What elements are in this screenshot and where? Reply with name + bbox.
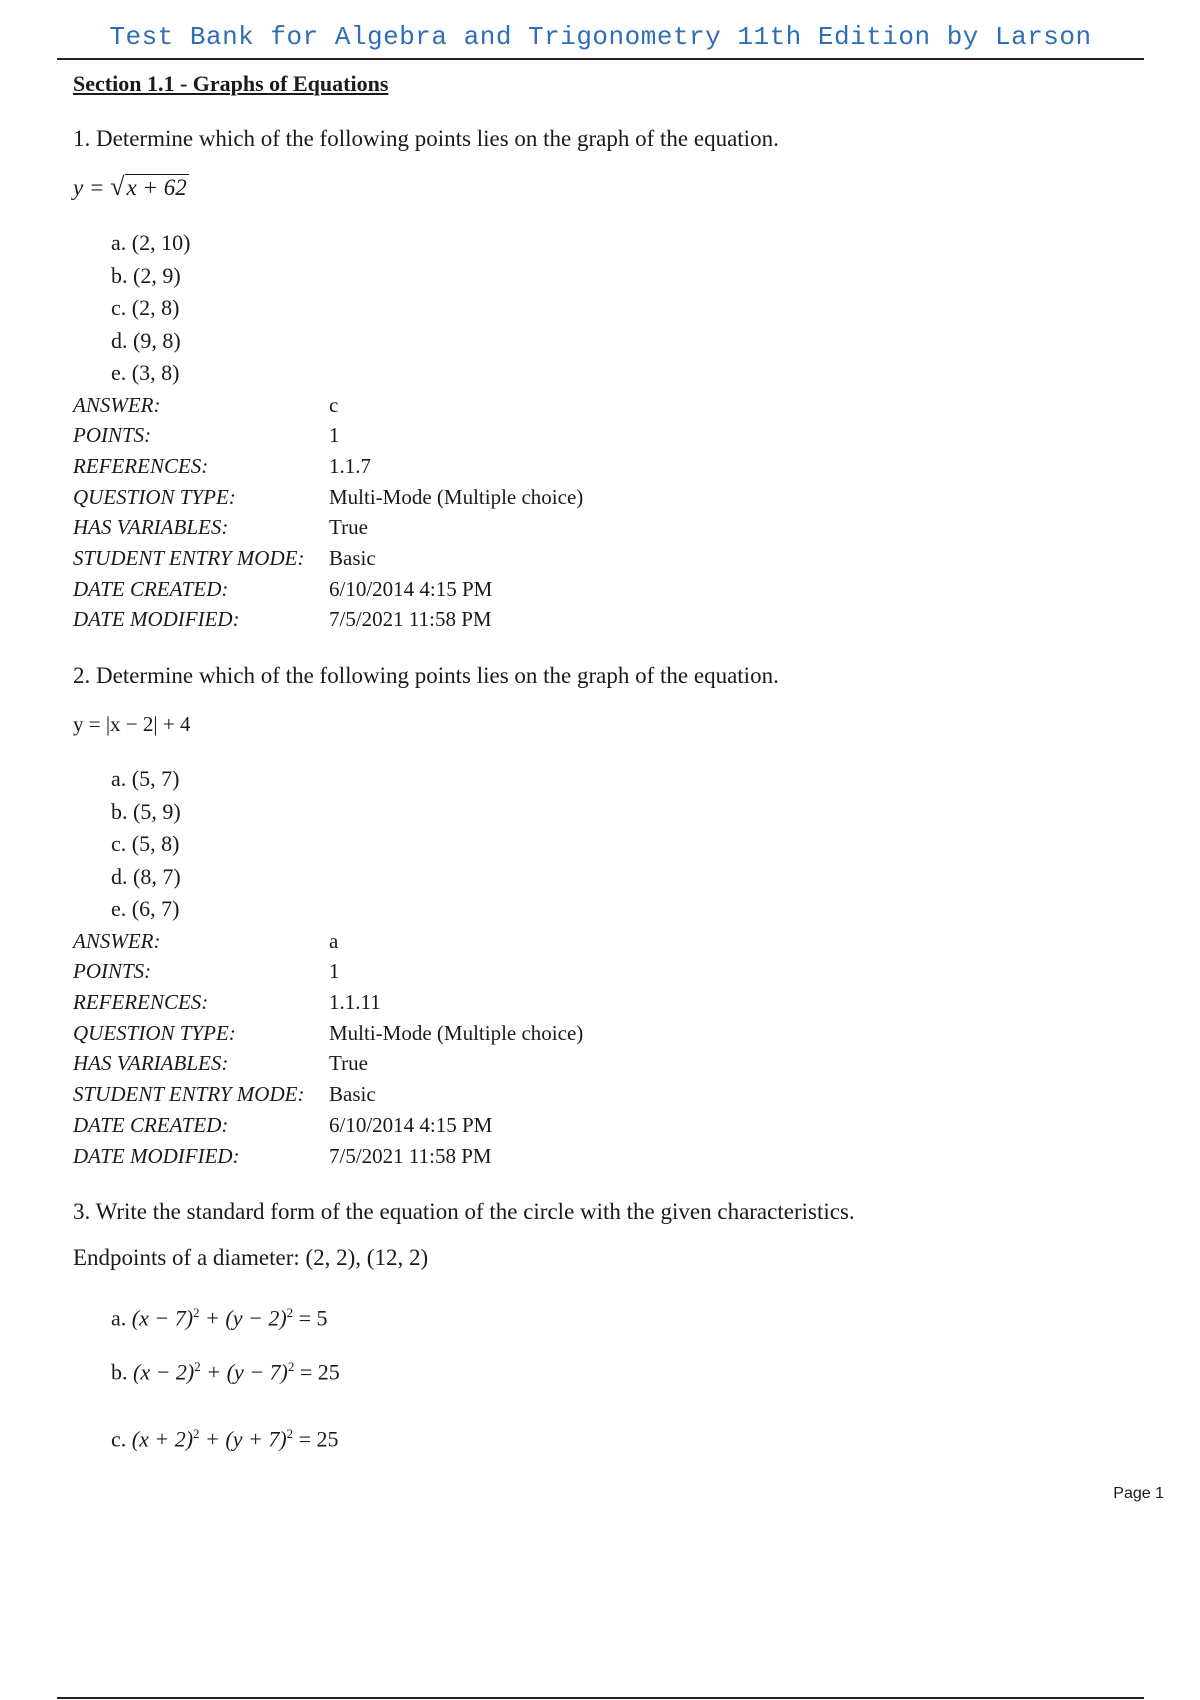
exponent: 2 <box>286 1425 294 1441</box>
document-body <box>73 70 1153 1463</box>
choice-b: b. (5, 9) <box>111 798 181 824</box>
meta-value: 1.1.11 <box>329 990 381 1015</box>
term-2: + (y + 7) <box>199 1426 287 1452</box>
page-number: Page 1 <box>1113 1485 1164 1502</box>
choice-b <box>111 1343 1153 1396</box>
meta-points <box>73 420 1153 451</box>
meta-date-created <box>73 574 1153 605</box>
meta-points <box>73 956 1153 987</box>
choice-c <box>111 1410 1153 1463</box>
choice-c: c. (2, 8) <box>111 295 180 320</box>
equation-rhs: = 5 <box>293 1305 328 1331</box>
meta-key: STUDENT ENTRY MODE: <box>73 1082 305 1107</box>
equation: y = |x − 2| + 4 <box>73 712 191 737</box>
meta-question-type <box>73 1018 1153 1049</box>
choice-a <box>111 1289 1153 1342</box>
choice-e: e. (3, 8) <box>111 360 180 385</box>
choice-e: e. (6, 7) <box>111 896 180 922</box>
meta-references <box>73 451 1153 482</box>
meta-key: DATE MODIFIED: <box>73 607 240 632</box>
choice-d: d. (9, 8) <box>111 327 181 353</box>
meta-value: 1 <box>329 423 340 448</box>
meta-date-modified <box>73 604 1153 635</box>
exponent: 2 <box>193 1305 200 1321</box>
meta-date-created <box>73 1110 1153 1141</box>
meta-key: POINTS: <box>73 423 152 448</box>
meta-value: True <box>329 1051 368 1076</box>
page-header <box>57 18 1144 60</box>
question-3 <box>73 1197 1153 1463</box>
meta-key: ANSWER: <box>73 392 161 417</box>
meta-key: DATE CREATED: <box>73 576 229 601</box>
term-1: (x − 2) <box>133 1358 195 1384</box>
question-prompt: 1. Determine which of the following points lies on the graph of the equation. <box>73 126 779 151</box>
choice-letter: c. <box>111 1426 127 1452</box>
question-1 <box>73 124 1153 635</box>
question-metadata <box>73 390 1153 636</box>
meta-student-entry-mode <box>73 1079 1153 1110</box>
exponent: 2 <box>193 1425 200 1441</box>
square-root-icon: √ <box>110 172 125 201</box>
meta-value: 7/5/2021 11:58 PM <box>329 607 492 632</box>
meta-value: 1 <box>329 959 340 984</box>
meta-date-modified <box>73 1141 1153 1172</box>
equation-radicand: x + 62 <box>126 175 187 200</box>
meta-key: DATE CREATED: <box>73 1112 229 1137</box>
equation-rhs: = 25 <box>293 1426 339 1452</box>
meta-answer <box>73 926 1153 957</box>
question-2 <box>73 661 1153 1171</box>
meta-value: 7/5/2021 11:58 PM <box>329 1143 492 1168</box>
meta-value: Basic <box>329 546 376 571</box>
choice-a: a. (2, 10) <box>111 230 191 255</box>
term-1: (x − 7) <box>131 1305 194 1331</box>
meta-student-entry-mode <box>73 543 1153 574</box>
meta-value: c <box>329 392 339 417</box>
exponent: 2 <box>287 1358 295 1374</box>
choice-list <box>111 1289 1153 1463</box>
meta-value: True <box>329 515 368 540</box>
meta-key: QUESTION TYPE: <box>73 484 236 509</box>
choice-c: c. (5, 8) <box>111 831 180 857</box>
meta-value: 6/10/2014 4:15 PM <box>329 1112 493 1137</box>
meta-key: DATE MODIFIED: <box>73 1143 240 1168</box>
meta-value: Basic <box>329 1082 376 1107</box>
meta-value: 6/10/2014 4:15 PM <box>329 576 493 601</box>
term-2: + (y − 2) <box>199 1305 287 1331</box>
equation <box>73 170 1153 205</box>
meta-key: REFERENCES: <box>73 990 209 1015</box>
meta-key: HAS VARIABLES: <box>73 1051 229 1076</box>
choice-a: a. (5, 7) <box>111 766 180 792</box>
footer-divider <box>57 1697 1144 1699</box>
choice-list <box>111 227 1153 390</box>
choice-list <box>111 763 1153 926</box>
meta-key: QUESTION TYPE: <box>73 1020 236 1045</box>
meta-key: REFERENCES: <box>73 453 209 478</box>
meta-references <box>73 987 1153 1018</box>
meta-value: a <box>329 928 339 953</box>
meta-value: Multi-Mode (Multiple choice) <box>329 1020 584 1045</box>
meta-question-type <box>73 482 1153 513</box>
header-title: Test Bank for Algebra and Trigonometry 11th Edition by Larson <box>109 22 1092 52</box>
meta-key: ANSWER: <box>73 928 161 953</box>
equation-rhs: = 25 <box>294 1358 340 1384</box>
term-2: + (y − 7) <box>200 1358 288 1384</box>
choice-letter: b. <box>111 1358 128 1384</box>
question-prompt: 3. Write the standard form of the equation of the circle with the given characteristics. <box>73 1199 855 1225</box>
meta-key: POINTS: <box>73 959 152 984</box>
term-1: (x + 2) <box>131 1426 194 1452</box>
choice-d: d. (8, 7) <box>111 863 181 889</box>
meta-value: Multi-Mode (Multiple choice) <box>329 484 584 509</box>
meta-answer <box>73 390 1153 421</box>
exponent: 2 <box>286 1305 294 1321</box>
question-subprompt: Endpoints of a diameter: (2, 2), (12, 2) <box>73 1245 429 1271</box>
question-prompt: 2. Determine which of the following points lies on the graph of the equation. <box>73 663 779 689</box>
meta-has-variables <box>73 1048 1153 1079</box>
section-title: Section 1.1 - Graphs of Equations <box>73 71 389 96</box>
meta-key: HAS VARIABLES: <box>73 515 229 540</box>
meta-value: 1.1.7 <box>329 453 371 478</box>
choice-b: b. (2, 9) <box>111 262 181 288</box>
exponent: 2 <box>194 1358 201 1374</box>
equation-lhs: y = <box>73 175 111 200</box>
choice-letter: a. <box>111 1305 127 1331</box>
question-metadata <box>73 926 1153 1172</box>
meta-has-variables <box>73 512 1153 543</box>
meta-key: STUDENT ENTRY MODE: <box>73 546 305 571</box>
